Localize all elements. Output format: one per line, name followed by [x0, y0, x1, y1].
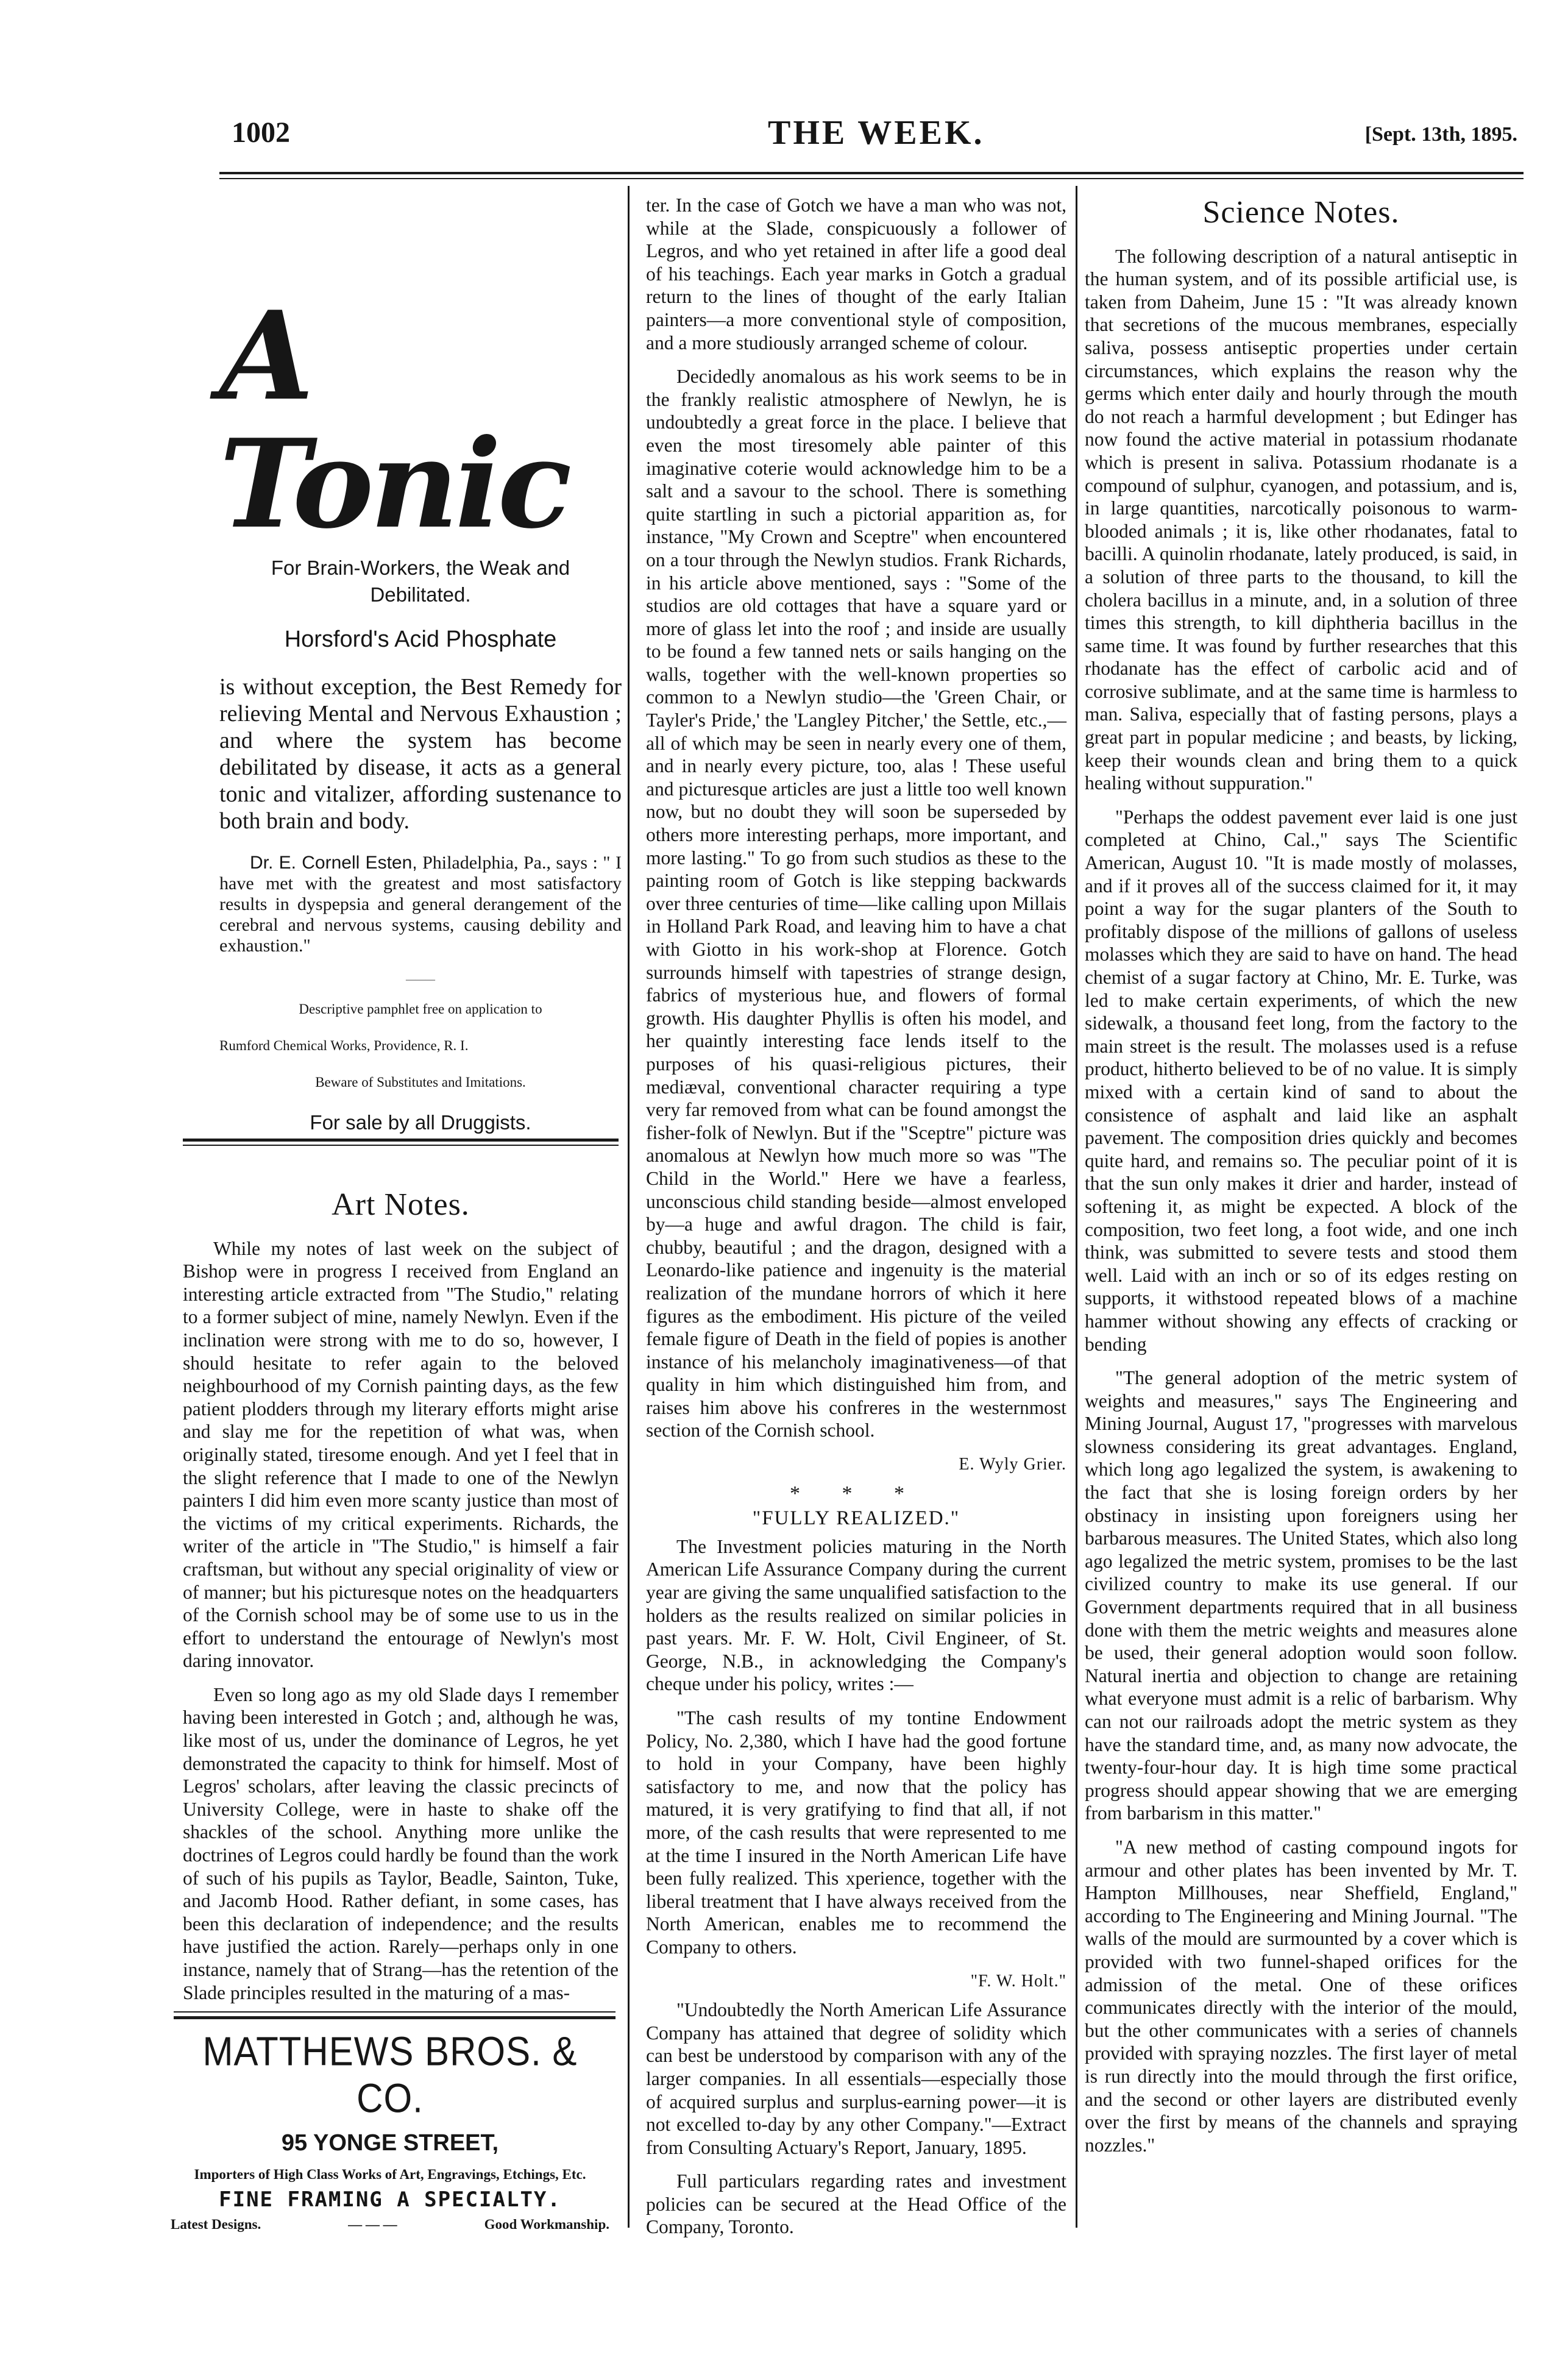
tonic-dash: ——— [406, 975, 435, 985]
footer-right: Good Workmanship. [484, 2217, 609, 2232]
art-notes-continued: ter. In the case of Gotch we have a man who was not, while at the Slade, conspicuously a follower of Legros, and who yet retained in after life a good deal of his teachings. Each year marks in Gotch a gradual return to the lines of thought of the early Italian painters—a more conventional style of composition, and a more studiously arranged scheme of colour. [646, 194, 1066, 354]
fully-realized-signature: "F. W. Holt." [970, 1971, 1066, 1991]
tonic-logo: A Tonic [219, 285, 569, 556]
art-notes-title: Art Notes. [332, 1187, 470, 1222]
tonic-pamphlet: Descriptive pamphlet free on application to [299, 1001, 542, 1017]
science-notes-paragraph: "A new method of casting compound ingots for armour and other plates has been invented by Mr. T. Hampton Millhouses, near Sheffield, England," according to The Engineering and Mining Journal. "The walls of the mould are surmounted by a cover which is provided with two funnel-shaped orifices for the admission of the metal. One of these orifices communicates directly with the interior of the mould, but the other communicates with a series of channels provided with spraying nozzles. The first layer of metal is run directly into the mould through the first orifice, and the second or other layers are distributed evenly over the first by means of the channels and spraying nozzles." [1085, 1836, 1517, 2156]
column-rule-2 [1076, 186, 1077, 2228]
art-notes-paragraph: Even so long ago as my old Slade days I remember having been interested in Gotch ; and, although he was, like most of us, under the dominance of Legros, he yet demonstrated the capacity to think for himself. Most of Legros' scholars, after leaving the classic precincts of University College, were in haste to shake off the shackles of the school. Anything more unlike the doctrines of Legros could hardly be found than the work of such of his pupils as Taylor, Beadle, Sainton, Tuke, and Jacomb Hood. Rather defiant, in some cases, has been this declaration of independence; and the results have justified the action. Rarely—perhaps only in one instance, namely that of Strang—has the retention of the Slade principles resulted in the maturing of a mas- [183, 1683, 619, 2003]
fully-realized-title: "FULLY REALIZED." [752, 1507, 960, 1530]
ad-separator-thin-2 [174, 2011, 615, 2013]
tonic-beware: Beware of Substitutes and Imitations. [315, 1075, 526, 1090]
tonic-advertisement [219, 285, 622, 1134]
ad-separator-thick [183, 1139, 619, 1142]
matthews-specialty: FINE FRAMING A SPECIALTY. [219, 2187, 561, 2212]
fully-realized-paragraph: "The cash results of my tontine Endowment Policy, No. 2,380, which I have had the good fortune to hold in your Company, have been highly satisfactory to me, and now that the policy has matured, it is very gratifying to find that all, if not more, of the cash results that were represented to me at the time I insured in the North American Life have been fully realized. This xperience, together with the liberal treatment that I have always received from the North American, enables me to recommend the Company to others. [646, 1707, 1066, 1958]
tonic-body: is without exception, the Best Remedy for relieving Mental and Nervous Exhaustion ; and where the system has become debilitated by disease, it acts as a general tonic and vitalizer, affording sustenance to both brain and body. [219, 674, 622, 834]
testimonial-name: Dr. E. Cornell Esten, [250, 853, 417, 873]
fully-realized-paragraph: "Undoubtedly the North American Life Assurance Company has attained that degree of solidity which can best be understood by comparison with any of the larger companies. In all essentials—especially those of acquired surplus and surplus-earning power—it is not excelled to-day by any other Company."—Extract from Consulting Actuary's Report, January, 1895. [646, 1999, 1066, 2158]
matthews-advertisement [171, 2028, 609, 2233]
header-rule-thin [219, 178, 1524, 179]
page-header [232, 116, 1517, 165]
tonic-product-name: Horsford's Acid Phosphate [284, 627, 557, 652]
art-notes-signature: E. Wyly Grier. [959, 1455, 1066, 1474]
art-notes-column [183, 1187, 619, 2015]
fully-realized-paragraph: Full particulars regarding rates and investment policies can be secured at the Head Office of the Company, Toronto. [646, 2170, 1066, 2238]
science-notes-title: Science Notes. [1202, 195, 1400, 230]
fully-realized-paragraph: The Investment policies maturing in the North American Life Assurance Company during the current year are giving the same unqualified satisfaction to the holders as the results realized on similar policies in past years. Mr. F. W. Holt, Civil Engineer, of St. George, N.B., in acknowledging the Company's cheque under his policy, writes :— [646, 1535, 1066, 1695]
ad-separator-thick-2 [174, 2016, 615, 2019]
tonic-testimonial [219, 853, 622, 956]
masthead: THE WEEK. [768, 114, 985, 152]
page-number: 1002 [232, 116, 290, 149]
section-stars: * * * [790, 1482, 923, 1505]
testimonial-text: Philadelphia, Pa., says : " I have met with the greatest and most satisfactory results in dyspepsia and general derangement of the cerebral and nervous systems, causing debility and exhaustion." [219, 853, 622, 956]
dateline: [Sept. 13th, 1895. [1364, 123, 1517, 146]
matthews-importers: Importers of High Class Works of Art, Engravings, Etchings, Etc. [194, 2167, 586, 2182]
tonic-subtitle: For Brain-Workers, the Weak and Debilitated. [271, 556, 570, 606]
matthews-title: MATTHEWS BROS. & CO. [202, 2028, 578, 2122]
middle-column [646, 194, 1066, 2250]
science-notes-paragraph: The following description of a natural antiseptic in the human system, and of its possible artificial use, is taken from Daheim, June 15 : "It was already known that secretions of the mucous membranes, especially saliva, possess antiseptic properties under certain circumstances, which explains the reason why the germs which enter daily and hourly through the mouth do not reach a harmful development ; but Edinger has now found the active material in potassium rhodanate which is present in saliva. Potassium rhodanate is a compound of sulphur, cyanogen, and potassium, and is, in large quantities, narcotically poisonous to warm-blooded animals ; it is, like other rhodanates, fatal to bacilli. A quinolin rhodanate, lately produced, is said, in a solution of three parts to the thousand, to kill the cholera bacillus in a minute, and, in a solution of three times this strength, to kill diphtheria bacillus in the same time. It was found by further researches that this rhodanate has the effect of carbolic acid and of corrosive sublimate, and at the same time is harmless to man. Saliva, especially that of fasting persons, plays a great part in popular medicine ; and beasts, by licking, keep their wounds clean and bring them to a quick healing without suppuration." [1085, 245, 1517, 794]
art-notes-paragraph: While my notes of last week on the subject of Bishop were in progress I received from England an interesting article extracted from "The Studio," relating to a former subject of mine, namely Newlyn. Even if the inclination were strong with me to do so, however, I should hesitate to refer again to the beloved neighbourhood of my Cornish painting days, as the few patient plodders through my literary efforts might arise and slay me for the repetition of what was, when originally stated, tiresome enough. And yet I feel that in the slight reference that I made to one of the Newlyn painters I did him even more scanty justice than most of the victims of my critical experiments. Richards, the writer of the article in "The Studio," is himself a fair craftsman, but without any special originality of view or of manner; but his picturesque notes on the headquarters of the Cornish school may be of some use to us in the effort to understand the entourage of Newlyn's most daring innovator. [183, 1237, 619, 1672]
matthews-footer [171, 2217, 609, 2233]
tonic-maker: Rumford Chemical Works, Providence, R. I. [219, 1038, 469, 1053]
footer-left: Latest Designs. [171, 2217, 261, 2232]
science-notes-paragraph: "The general adoption of the metric system of weights and measures," says The Engineering and Mining Journal, August 17, "progresses with marvelous slowness considering its great advantages. England, which long ago legalized the system, is awakening to the fact that she is losing foreign orders by her obstinacy in insisting upon foreigners using her barbarous measures. The United States, which also long ago legalized the metric system, promises to be the last civilized country to make its use general. If our Government departments required that in all business done with them the metric weights and measures alone be used, their general adoption would soon follow. Natural inertia and objection to change are retaining what everyone must admit is a relic of barbarism. Why can not our railroads adopt the metric system as they have the standard time, and, as many now advocate, the twenty-four-hour day. It is high time some practical progress should appear showing that we are emerging from barbarism in this matter." [1085, 1367, 1517, 1824]
footer-dash: — — — [348, 2217, 397, 2232]
matthews-address: 95 YONGE STREET, [281, 2130, 499, 2156]
science-notes-paragraph: "Perhaps the oddest pavement ever laid is one just completed at Chino, Cal.," says The Scientific American, August 10. "It is made mostly of molasses, and if it proves all of the success claimed for it, it may point a way for the sugar planters of the South to profitably dispose of the millions of gallons of useless molasses which they are said to have on hand. The head chemist of a sugar factory at Chino, Mr. E. Turke, was led to make certain experiments, of which the new sidewalk, a thousand feet long, from the factory to the main street is the result. The molasses used is a refuse product, hitherto believed to be of no value. It is simply mixed with a certain kind of sand to about the consistence of asphalt and laid like an asphalt pavement. The composition dries quickly and becomes quite hard, and remains so. The peculiar point of it is that the sun only makes it drier and harder, instead of softening it, as might be expected. A block of the composition, two feet long, a foot wide, and one inch think, was submitted to severe tests and stood them well. Laid with an inch or so of its edges resting on supports, it withstood repeated blows of a machine hammer without showing any effects of cracking or bending [1085, 806, 1517, 1355]
science-notes-column [1085, 195, 1517, 2167]
ad-separator-thin [183, 1145, 619, 1146]
header-rule-thick [219, 172, 1524, 174]
tonic-sale: For sale by all Druggists. [310, 1111, 531, 1134]
column-rule-1 [628, 186, 630, 2228]
art-notes-continued: Decidedly anomalous as his work seems to be in the frankly realistic atmosphere of Newlyn, he is undoubtedly a great force in the place. I believe that even the most tiresomely able painter of this imaginative coterie would acknowledge him to be a salt and a savour to the school. There is something quite startling in such a pictorial apparition as, for instance, "My Crown and Sceptre" when encountered on a tour through the Newlyn studios. Frank Richards, in his article above mentioned, says : "Some of the studios are old cottages that have a square yard or more of glass let into the roof ; and inside are usually to be found a few tanned nets or sails hanging on the walls, together with the well-known properties so common to a Newlyn studio—the 'Green Chair, or Tayler's Pride,' the 'Langley Pitcher,' the Settle, etc.,—all of which may be seen in nearly every one of them, and in nearly every picture, too, alas ! These useful and picturesque articles are just a little too well known now, but no doubt they will soon be superseded by others more interesting perhaps, more important, and more lasting." To go from such studios as these to the painting room of Gotch is like stepping backwards over three centuries of time—like calling upon Millais in Holland Park Road, and leaving him to have a chat with Giotto in his work-shop at Florence. Gotch surrounds himself with tapestries of strange design, fabrics of mysterious hue, and flowers of formal growth. His daughter Phyllis is often his model, and her quaintly interesting face lends itself to the purposes of his quasi-religious pictures, their mediæval, conventional character requiring a type very far removed from what can be found amongst the fisher-folk of Newlyn. But if the "Sceptre" picture was anomalous at Newlyn how much more so was "The Child in the World." Here we have a fearless, unconscious child standing beside—almost enveloped by—a huge and awful dragon. The child is fair, chubby, beautiful ; and the dragon, designed with a Leonardo-like patience and ingenuity is the material realization of the mundane horrors of which it here figures as the embodiment. His picture of the veiled female figure of Death in the field of popies is another instance of his melancholy imaginativeness—of that quality in him which distinguished him from, and raises him above his confreres in the westernmost section of the Cornish school. [646, 366, 1066, 1441]
